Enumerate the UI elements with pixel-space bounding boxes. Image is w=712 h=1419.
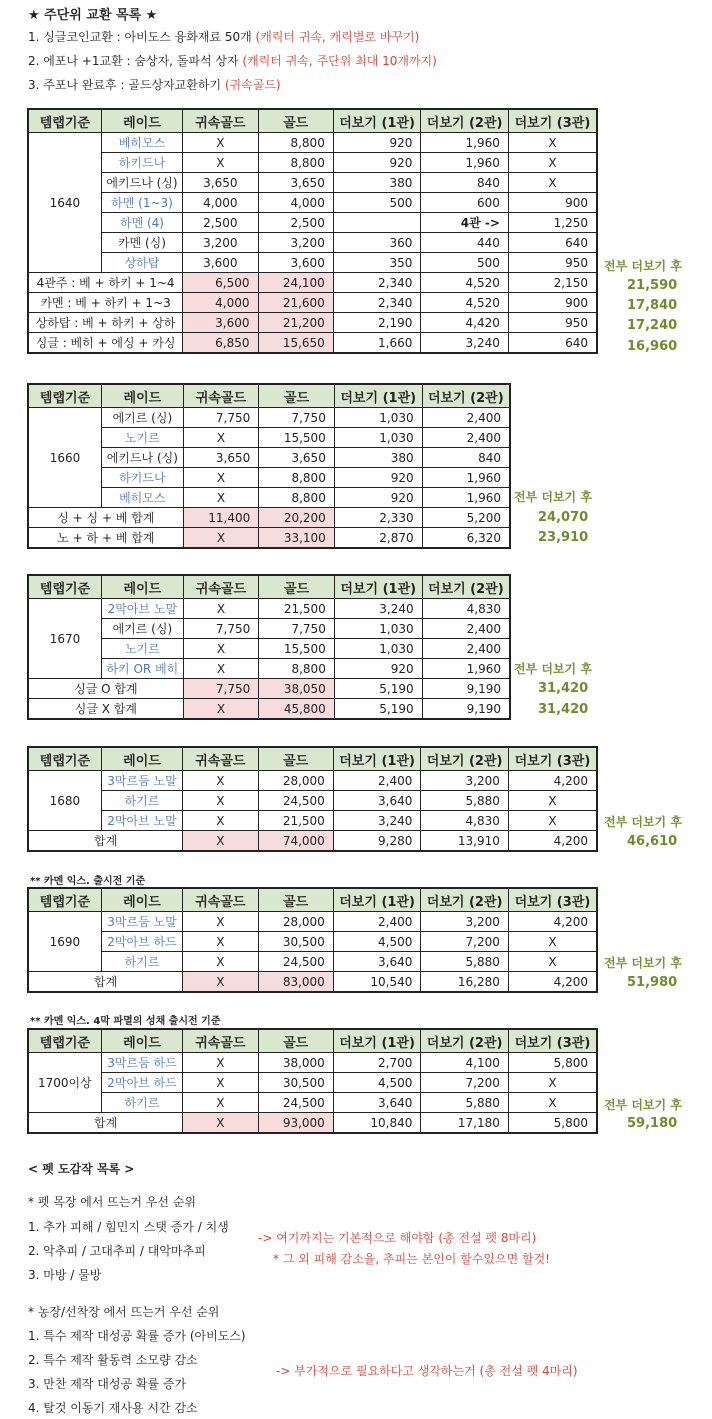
table-row: 1680 3막르둠 노말 X 28,000 2,400 3,200 4,200: [28, 771, 597, 791]
total-value: 17,240: [627, 318, 678, 333]
list-item: 4. 탈것 이동기 재사용 시간 감소: [28, 1401, 198, 1415]
table-row: 하키드나 X 8,800 920 1,960: [28, 468, 510, 488]
header-more2: 더보기 (2관): [421, 109, 509, 133]
table-1690-note: ** 카멘 익스. 출시전 기준: [30, 876, 146, 887]
header-raid: 레이드: [101, 1029, 182, 1053]
all-more-after-label: 전부 더보기 후: [604, 1098, 682, 1112]
header-bound-gold: 귀속골드: [183, 888, 258, 912]
table-row: 에기르 (싱) 7,750 7,750 1,030 2,400: [28, 619, 510, 639]
all-more-after-label: 전부 더보기 후: [604, 259, 682, 273]
header-level: 템랩기준: [28, 1029, 101, 1053]
level-cell: 1690: [28, 912, 101, 972]
header-more1: 더보기 (1관): [333, 1029, 421, 1053]
pet-title: < 펫 도감작 목록 >: [28, 1162, 135, 1176]
all-more-after-label: 전부 더보기 후: [514, 662, 592, 676]
sum-row: 싱글 X 합계 X 45,800 5,190 9,190: [28, 699, 510, 720]
total-value: 16,960: [627, 339, 678, 354]
table-row: 하키 OR 베히 X 8,800 920 1,960: [28, 659, 510, 679]
sum-row: 카멘 : 베 + 하키 + 1~3 4,000 21,600 2,340 4,520 900: [28, 293, 597, 313]
total-value: 51,980: [627, 975, 678, 990]
table-row: 하기르 X 24,500 3,640 5,880 X: [28, 791, 597, 811]
sum-row: 4관주 : 베 + 하키 + 1~4 6,500 24,100 2,340 4,520 2,150: [28, 273, 597, 293]
table-row: 1640 베히모스 X 8,800 920 1,960 X: [28, 133, 597, 153]
table-1640: [27, 108, 598, 354]
table-1700-note: ** 카멘 익스. 4막 파멸의 성채 출시전 기준: [30, 1016, 221, 1027]
table-row: 1690 3막르둠 노말 X 28,000 2,400 3,200 4,200: [28, 912, 597, 932]
header-bound-gold: 귀속골드: [183, 747, 258, 771]
header-more2: 더보기 (2관): [421, 747, 509, 771]
total-value: 23,910: [538, 530, 589, 545]
level-cell: 1670: [28, 599, 102, 679]
weekly-item-3: 3. 주포나 완료후 : 골드상자교환하기 (귀속골드): [28, 78, 281, 92]
header-raid: 레이드: [101, 109, 182, 133]
weekly-item-1: 1. 싱글코인교환 : 아비도스 융화재료 50개 (캐릭터 귀속, 캐릭별로 바꾸기): [28, 30, 420, 44]
list-item: 3. 만찬 제작 대성공 확률 증가: [28, 1377, 187, 1391]
table-row: 1660 에기르 (싱) 7,750 7,750 1,030 2,400: [28, 408, 510, 428]
header-bound-gold: 귀속골드: [183, 384, 259, 408]
table-1690: [27, 887, 598, 993]
header-level: 템랩기준: [28, 384, 102, 408]
list-item: 3. 마방 / 물방: [28, 1268, 102, 1282]
header-more3: 더보기 (3관): [508, 1029, 597, 1053]
table-row: 카멘 (싱) 3,200 3,200 360 440 640: [28, 233, 597, 253]
total-value: 17,840: [627, 298, 678, 313]
header-bound-gold: 귀속골드: [183, 109, 258, 133]
header-more3: 더보기 (3관): [508, 109, 597, 133]
header-more2: 더보기 (2관): [422, 575, 510, 599]
header-level: 템랩기준: [28, 888, 101, 912]
sum-row: 합계 X 93,000 10,840 17,180 5,800: [28, 1113, 597, 1134]
total-value: 59,180: [627, 1116, 678, 1131]
header-raid: 레이드: [101, 888, 182, 912]
farm-note: -> 부가적으로 필요하다고 생각하는거 (총 전설 펫 4마리): [276, 1364, 578, 1378]
total-value: 21,590: [627, 278, 678, 293]
header-gold: 골드: [258, 1029, 333, 1053]
list-item: 1. 특수 제작 대성공 확률 증가 (아비도스): [28, 1329, 246, 1343]
list-item: 2. 악추피 / 고대추피 / 대악마추피: [28, 1244, 206, 1258]
header-gold: 골드: [259, 575, 335, 599]
ranch-heading: * 펫 목장 에서 뜨는거 우선 순위: [28, 1195, 196, 1209]
header-raid: 레이드: [102, 384, 184, 408]
all-more-after-label: 전부 더보기 후: [604, 956, 682, 970]
table-row: 하기르 X 24,500 3,640 5,880 X: [28, 952, 597, 972]
table-row: 2막아브 하드 X 30,500 4,500 7,200 X: [28, 932, 597, 952]
header-more1: 더보기 (1관): [334, 575, 422, 599]
table-row: 하멘 (4) 2,500 2,500 4관 -> 1,250: [28, 213, 597, 233]
table-row: 하멘 (1~3) 4,000 4,000 500 600 900: [28, 193, 597, 213]
farm-heading: * 농장/선착장 에서 뜨는거 우선 순위: [28, 1305, 220, 1319]
list-item: 2. 특수 제작 활동력 소모량 감소: [28, 1353, 198, 1367]
table-1680: [27, 746, 598, 852]
table-row: 1670 2막아브 노말 X 21,500 3,240 4,830: [28, 599, 510, 619]
all-more-after-label: 전부 더보기 후: [514, 490, 592, 504]
sum-row: 합계 X 74,000 9,280 13,910 4,200: [28, 831, 597, 852]
sum-row: 합계 X 83,000 10,540 16,280 4,200: [28, 972, 597, 993]
header-gold: 골드: [259, 384, 335, 408]
weekly-title: ★ 주단위 교환 목록 ★: [28, 8, 158, 23]
level-cell: 1660: [28, 408, 102, 508]
header-more3: 더보기 (3관): [508, 747, 597, 771]
ranch-note-2: * 그 외 피해 감소율, 추피는 본인이 할수있으면 할것!: [273, 1252, 550, 1266]
level-cell: 1640: [28, 133, 101, 273]
header-bound-gold: 귀속골드: [183, 1029, 258, 1053]
weekly-item-2: 2. 에포나 +1교환 : 숨상자, 돌파석 상자 (캐릭터 귀속, 주단위 최대 10개까지): [28, 54, 437, 68]
total-value: 31,420: [538, 681, 589, 696]
sum-row: 상하탑 : 베 + 하키 + 상하 3,600 21,200 2,190 4,420 950: [28, 313, 597, 333]
table-row: 하키드나 X 8,800 920 1,960 X: [28, 153, 597, 173]
header-more2: 더보기 (2관): [421, 888, 509, 912]
header-more1: 더보기 (1관): [333, 747, 421, 771]
total-value: 46,610: [627, 834, 678, 849]
table-row: 베히모스 X 8,800 920 1,960: [28, 488, 510, 508]
table-1670: [27, 574, 511, 720]
list-item: 1. 추가 피해 / 힘민지 스탯 증가 / 치생: [28, 1220, 229, 1234]
sum-row: 싱글 O 합계 7,750 38,050 5,190 9,190: [28, 679, 510, 699]
table-row: 1700이상 3막르둠 하드 X 38,000 2,700 4,100 5,800: [28, 1053, 597, 1073]
sum-row: 싱 + 싱 + 베 합계 11,400 20,200 2,330 5,200: [28, 508, 510, 528]
header-more1: 더보기 (1관): [334, 384, 422, 408]
table-row: 2막아브 하드 X 30,500 4,500 7,200 X: [28, 1073, 597, 1093]
sum-row: 노 + 하 + 베 합계 X 33,100 2,870 6,320: [28, 528, 510, 549]
header-more1: 더보기 (1관): [333, 109, 421, 133]
table-1660: [27, 383, 511, 549]
table-1700: [27, 1028, 598, 1134]
level-cell: 1680: [28, 771, 101, 831]
header-more2: 더보기 (2관): [422, 384, 510, 408]
sum-row: 싱글 : 베히 + 에싱 + 카싱 6,850 15,650 1,660 3,240 640: [28, 333, 597, 354]
header-more3: 더보기 (3관): [508, 888, 597, 912]
header-raid: 레이드: [101, 747, 182, 771]
header-level: 템랩기준: [28, 747, 101, 771]
header-bound-gold: 귀속골드: [183, 575, 259, 599]
header-more2: 더보기 (2관): [421, 1029, 509, 1053]
table-row: 2막아브 노말 X 21,500 3,240 4,830 X: [28, 811, 597, 831]
header-level: 템랩기준: [28, 109, 101, 133]
level-cell: 1700이상: [28, 1053, 101, 1113]
header-gold: 골드: [258, 888, 333, 912]
header-gold: 골드: [258, 747, 333, 771]
table-row: 노기르 X 15,500 1,030 2,400: [28, 428, 510, 448]
header-gold: 골드: [258, 109, 333, 133]
table-row: 에키드나 (싱) 3,650 3,650 380 840: [28, 448, 510, 468]
table-row: 에키드나 (싱) 3,650 3,650 380 840 X: [28, 173, 597, 193]
all-more-after-label: 전부 더보기 후: [604, 815, 682, 829]
total-value: 24,070: [538, 510, 589, 525]
table-row: 하기르 X 24,500 3,640 5,880 X: [28, 1093, 597, 1113]
header-raid: 레이드: [102, 575, 184, 599]
total-value: 31,420: [538, 702, 589, 717]
ranch-note-1: -> 여기까지는 기본적으로 해야함 (총 전설 펫 8마리): [258, 1231, 537, 1245]
header-level: 템랩기준: [28, 575, 102, 599]
table-row: 노기르 X 15,500 1,030 2,400: [28, 639, 510, 659]
table-row: 상하탑 3,600 3,600 350 500 950: [28, 253, 597, 273]
header-more1: 더보기 (1관): [333, 888, 421, 912]
